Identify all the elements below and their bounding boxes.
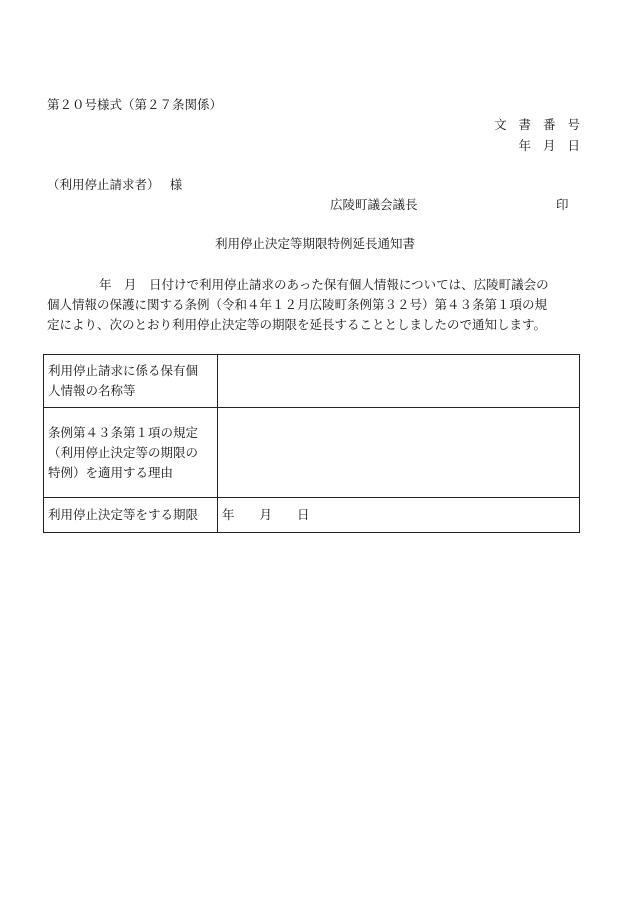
notice-table [43,354,580,533]
document-number-label: 文 書 番 号 [494,117,584,132]
notice-body [47,275,587,335]
table-value-deadline: 年 月 日 [218,498,580,533]
label-line: 条例第４３条第１項の規定 [48,424,199,440]
label-line: （利用停止決定等の期限の [48,444,199,460]
label-line: 特例）を適用する理由 [48,464,174,480]
body-line-2: 個人情報の保護に関する条例（令和４年１２月広陵町条例第３２号）第４３条第１項の規 [47,297,548,312]
sender-name: 広陵町議会議長 [330,197,418,212]
addressee: （利用停止請求者） 様 [47,177,183,192]
table-label-deadline [44,498,218,533]
body-line-3: 定により、次のとおり利用停止決定等の期限を延長することとしましたので通知します。 [47,317,547,332]
document-date-label: 年 月 日 [518,138,584,153]
table-row-info-name [44,355,580,408]
table-row-deadline [44,498,580,533]
body-line-1: 年 月 日付けで利用停止請求のあった保有個人情報については、広陵町議会の [99,277,549,292]
table-label-reason [44,408,218,498]
document-title: 利用停止決定等期限特例延長通知書 [214,236,415,251]
table-row-reason [44,408,580,498]
seal-mark: 印 [556,197,569,212]
table-value-reason [218,408,580,498]
label-line: 利用停止決定等をする期限 [48,507,199,522]
label-line: 人情報の名称等 [48,383,136,398]
table-label-info-name [44,355,218,408]
form-number: 第２０号様式（第２７条関係） [47,97,223,112]
label-line: 利用停止請求に係る保有個 [48,363,199,378]
table-value-info-name [218,355,580,408]
